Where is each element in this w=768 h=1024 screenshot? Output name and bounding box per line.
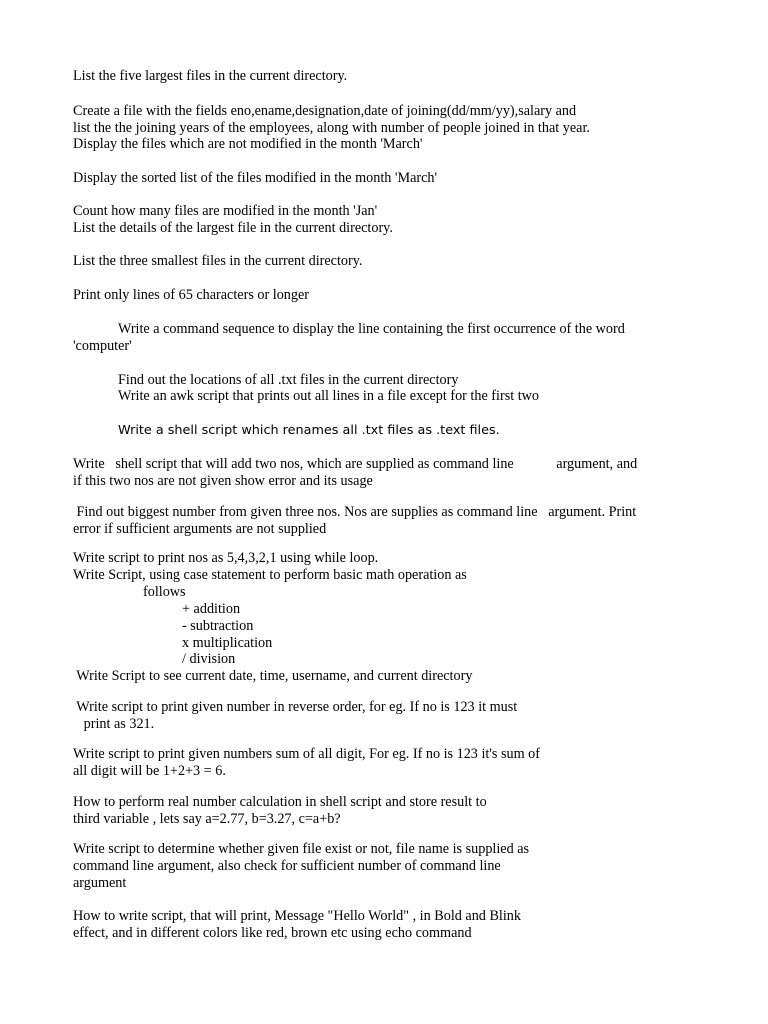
text-line: all digit will be 1+2+3 = 6. xyxy=(73,763,226,779)
text-line: command line argument, also check for sufficient number of command line xyxy=(73,858,501,874)
text-line: List the five largest files in the current directory. xyxy=(73,68,348,84)
text-line: print as 321. xyxy=(73,716,155,732)
list-item: / division xyxy=(182,651,236,667)
text-line: effect, and in different colors like red, brown etc using echo command xyxy=(73,925,472,941)
text-line: argument xyxy=(73,875,127,891)
list-item: + addition xyxy=(182,601,241,617)
text-line: Write an awk script that prints out all lines in a file except for the first two xyxy=(118,388,539,404)
text-line: if this two nos are not given show error and its usage xyxy=(73,473,373,489)
text-line: Display the sorted list of the files modified in the month 'March' xyxy=(73,170,438,186)
text-line: Write Script, using case statement to perform basic math operation as xyxy=(73,567,467,583)
text-line: Find out the locations of all .txt files in the current directory xyxy=(118,372,459,388)
text-line: List the details of the largest file in the current directory. xyxy=(73,220,393,236)
text-line: Write shell script that will add two nos, which are supplied as command line argument, and xyxy=(73,456,638,472)
text-line: Write script to print given numbers sum of all digit, For eg. If no is 123 it's sum of xyxy=(73,746,540,762)
list-item: - subtraction xyxy=(182,618,254,634)
text-line: list the the joining years of the employees, along with number of people joined in that year. xyxy=(73,120,590,136)
text-line: Write Script to see current date, time, username, and current directory xyxy=(73,668,473,684)
list-item: x multiplication xyxy=(182,635,273,651)
text-line: Display the files which are not modified in the month 'March' xyxy=(73,136,423,152)
text-line: Count how many files are modified in the month 'Jan' xyxy=(73,203,378,219)
text-line: third variable , lets say a=2.77, b=3.27, c=a+b? xyxy=(73,811,341,827)
text-line: follows xyxy=(143,584,186,600)
text-line: error if sufficient arguments are not supplied xyxy=(73,521,327,537)
text-line: List the three smallest files in the current directory. xyxy=(73,253,363,269)
text-line: Create a file with the fields eno,ename,designation,date of joining(dd/mm/yy),salary and xyxy=(73,103,577,119)
text-line: Write script to print given number in reverse order, for eg. If no is 123 it must xyxy=(73,699,518,715)
text-line: Write script to print nos as 5,4,3,2,1 using while loop. xyxy=(73,550,379,566)
text-line: 'computer' xyxy=(73,338,132,354)
text-line: Write a shell script which renames all .txt files as .text files. xyxy=(118,423,500,438)
text-line: How to write script, that will print, Message "Hello World" , in Bold and Blink xyxy=(73,908,521,924)
text-line: Write a command sequence to display the line containing the first occurrence of the word xyxy=(118,321,625,337)
text-line: Find out biggest number from given three nos. Nos are supplies as command line argument. Print xyxy=(73,504,637,520)
text-line: Write script to determine whether given file exist or not, file name is supplied as xyxy=(73,841,530,857)
text-line: Print only lines of 65 characters or longer xyxy=(73,287,309,303)
text-line: How to perform real number calculation in shell script and store result to xyxy=(73,794,487,810)
